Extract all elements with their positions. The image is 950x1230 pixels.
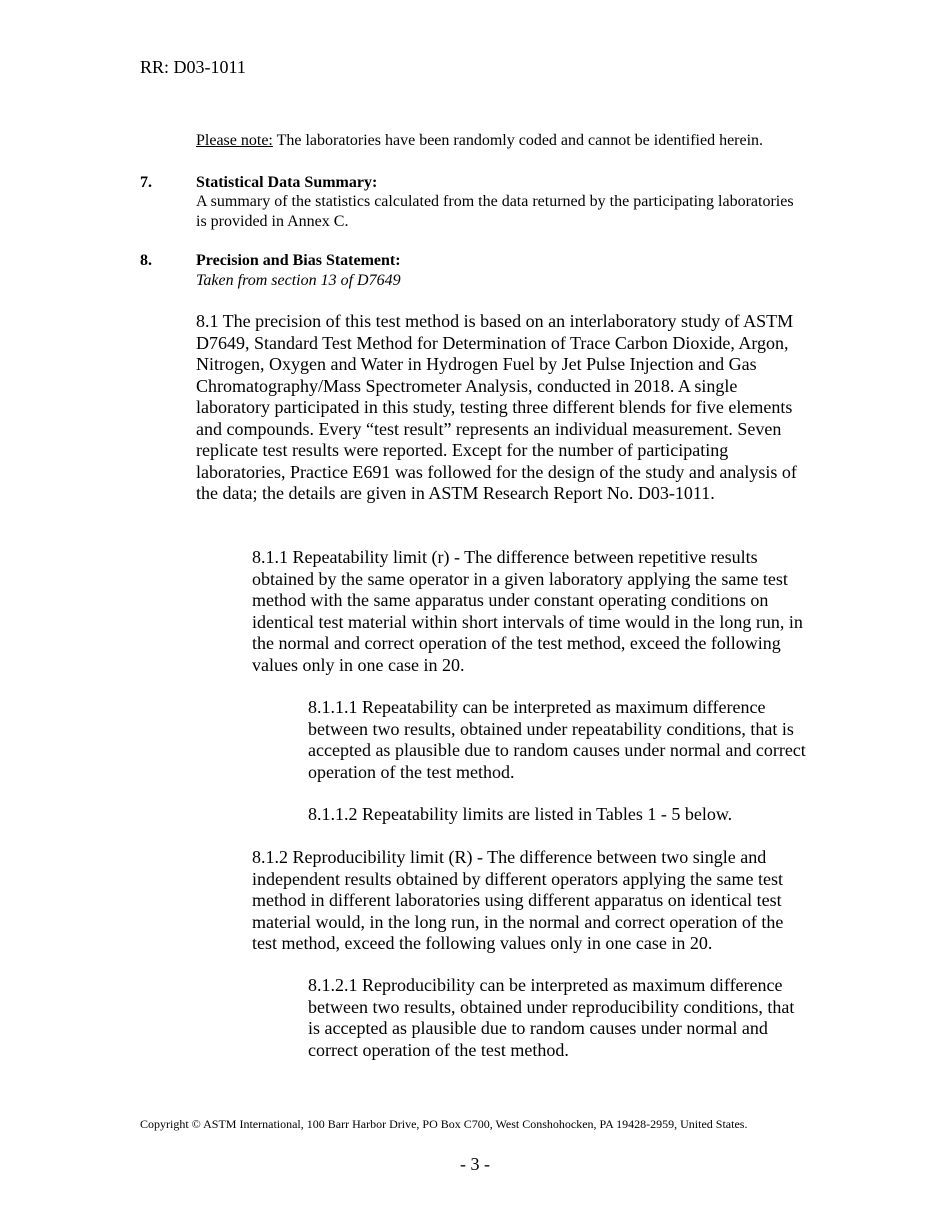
page-number: - 3 - (460, 1154, 490, 1174)
paragraph-8-1-2-1: 8.1.2.1 Reproducibility can be interpreted as maximum difference between two results, obtained under reproducibility conditions, that is accepted as plausible due to random causes under normal and correct operation of the test method. (308, 975, 795, 1060)
please-note-label: Please note: (196, 132, 273, 149)
section-7-number: 7. (140, 174, 152, 191)
section-8-title: Precision and Bias Statement: (196, 252, 401, 269)
please-note-text: The laboratories have been randomly coded and cannot be identified herein. (272, 132, 764, 149)
section-7-body: A summary of the statistics calculated from the data returned by the participating laboratories is provided in Annex C. (196, 193, 794, 230)
paragraph-8-1-1-2: 8.1.1.2 Repeatability limits are listed in Tables 1 - 5 below. (308, 804, 733, 824)
paragraph-8-1-1-1: 8.1.1.1 Repeatability can be interpreted as maximum difference between two results, obtained under repeatability conditions, that is accepted as plausible due to random causes under normal and correct operation of the test method. (308, 697, 806, 782)
section-8-number: 8. (140, 252, 152, 269)
please-note (196, 131, 763, 151)
paragraph-8-1-1: 8.1.1 Repeatability limit (r) - The difference between repetitive results obtained by the same operator in a given laboratory applying the same test method with the same apparatus under constant operating conditions on identical test material within short intervals of time would in the long run, in the normal and correct operation of the test method, exceed the following values only in one case in 20. (252, 547, 803, 675)
copyright-footer: Copyright © ASTM International, 100 Barr Harbor Drive, PO Box C700, West Conshohocken, PA 19428-2959, United States. (140, 1117, 748, 1131)
paragraph-8-1: 8.1 The precision of this test method is based on an interlaboratory study of ASTM D7649, Standard Test Method for Determination of Trace Carbon Dioxide, Argon, Nitrogen, Oxygen and Water in Hydrogen Fuel by Jet Pulse Injection and Gas Chromatography/Mass Spectrometer Analysis, conducted in 2018. A single laboratory participated in this study, testing three different blends for five elements and compounds. Every “test result” represents an individual measurement. Seven replicate test results were reported. Except for the number of participating laboratories, Practice E691 was followed for the design of the study and analysis of the data; the details are given in ASTM Research Report No. D03-1011. (196, 311, 797, 503)
paragraph-8-1-2: 8.1.2 Reproducibility limit (R) - The difference between two single and independent results obtained by different operators applying the same test method in different laboratories using different apparatus on identical test material would, in the long run, in the normal and correct operation of the test method, exceed the following values only in one case in 20. (252, 847, 784, 953)
report-code-header: RR: D03-1011 (140, 57, 246, 77)
section-8-subtitle: Taken from section 13 of D7649 (196, 272, 401, 289)
section-7-title: Statistical Data Summary: (196, 174, 378, 191)
